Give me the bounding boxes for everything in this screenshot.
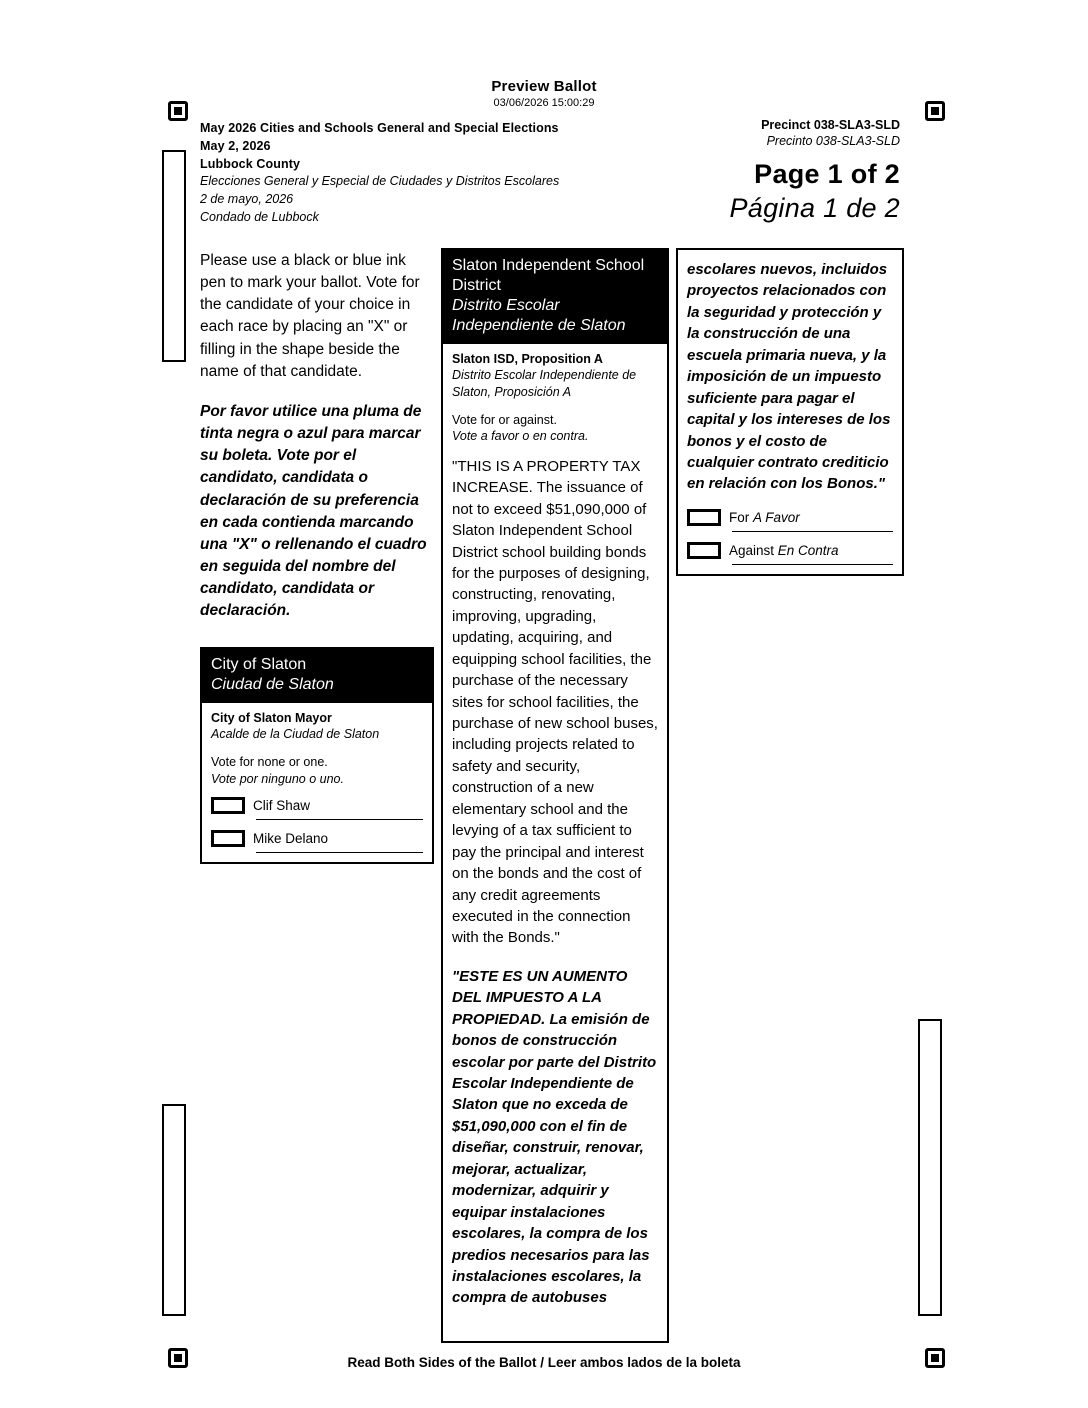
instructions-spanish: Por favor utilice una pluma de tinta negra o azul para marcar su boleta. Vote por el candidato, candidata o declaración de su preferencia en cada contienda marcando una "X" o rellenando el cuadro en seguida del nombre del candidato, candidata or declaración.	[200, 402, 427, 620]
proposition-option-against[interactable]	[687, 542, 893, 565]
election-date-spanish: 2 de mayo, 2026	[200, 192, 294, 206]
contest-city-of-slaton-mayor	[200, 647, 434, 865]
proposition-write-rule	[732, 531, 893, 532]
proposition-option-for[interactable]	[687, 509, 893, 532]
contest-slaton-isd-proposition-a-continued	[676, 248, 904, 576]
election-name-spanish: Elecciones General y Especial de Ciudades y Distritos Escolares	[200, 174, 560, 189]
timing-bar-left-top	[162, 150, 186, 362]
choice-label-spanish: En Contra	[777, 542, 839, 558]
contest-title-english: City of Slaton	[211, 655, 307, 673]
instructions-english: Please use a black or blue ink pen to mark your ballot. Vote for the candidate of your choice in each race by placing an "X" or filling in the shape beside the name of that candidate.	[200, 252, 420, 380]
proposition-choice-against	[729, 543, 839, 558]
ballot-column-3	[676, 248, 904, 576]
election-date-english: May 2, 2026	[200, 138, 271, 153]
county-english: Lubbock County	[200, 156, 301, 171]
contest-body-mayor	[202, 703, 432, 863]
candidate-option-mike-delano[interactable]	[211, 830, 423, 853]
precinct-spanish: Precinto 038-SLA3-SLD	[766, 134, 900, 148]
choice-label-english: For	[729, 509, 754, 525]
candidate-write-rule	[256, 852, 423, 853]
contest-body-proposition-a-continued	[678, 250, 902, 574]
contest-header-city-of-slaton	[202, 649, 432, 703]
proposition-title-english: Slaton ISD, Proposition A	[452, 352, 603, 366]
preview-ballot-title: Preview Ballot	[491, 78, 597, 95]
proposition-title-spanish: Distrito Escolar Independiente de Slaton, Proposición A	[452, 368, 637, 399]
candidate-write-rule	[256, 819, 423, 820]
vote-instruction-spanish: Vote a favor o en contra.	[452, 429, 589, 444]
election-name-english: May 2026 Cities and Schools General and Special Elections	[200, 121, 559, 135]
precinct-page-block	[570, 118, 900, 224]
ballot-column-1	[200, 250, 434, 864]
contest-header-slaton-isd	[443, 250, 667, 344]
proposition-text-spanish-part2: escolares nuevos, incluidos proyectos relacionados con la seguridad y protección y la construcción de una escuela primaria nueva, y la imposición de un impuesto suficiente para pagar el capital y los intereses de los bonos y el costo de cualquier contrato crediticio en relación con los Bonos."	[687, 261, 891, 493]
ballot-timestamp: 03/06/2026 15:00:29	[493, 97, 595, 109]
election-info-block	[200, 120, 630, 227]
candidate-name-mike-delano: Mike Delano	[253, 831, 329, 846]
vote-box-against[interactable]	[687, 542, 721, 559]
office-title-spanish: Acalde de la Ciudad de Slaton	[211, 726, 380, 741]
page-number-spanish: Página 1 de 2	[729, 193, 900, 223]
ballot-column-2	[441, 248, 669, 1343]
proposition-choice-for	[729, 510, 800, 525]
page-number-english: Page 1 of 2	[754, 159, 900, 189]
contest-title-spanish: Ciudad de Slaton	[211, 675, 334, 693]
candidate-option-clif-shaw[interactable]	[211, 797, 423, 820]
proposition-write-rule	[732, 564, 893, 565]
vote-instruction-english: Vote for none or one.	[211, 755, 328, 769]
vote-box-for[interactable]	[687, 509, 721, 526]
contest-title-spanish: Distrito Escolar Independiente de Slaton	[452, 297, 626, 334]
precinct-english: Precinct 038-SLA3-SLD	[761, 118, 900, 132]
timing-bar-left-bottom	[162, 1104, 186, 1316]
office-title-english: City of Slaton Mayor	[211, 710, 332, 725]
proposition-text-english: "THIS IS A PROPERTY TAX INCREASE. The issuance of not to exceed $51,090,000 of Slaton Independent School District school building bonds for the purposes of designing, constructing, renovating, improving, upgrading, updating, acquiring, and equipping school facilities, the purchase of the necessary sites for school facilities, the purchase of new school buses, including projects related to safety and security, construction of a new elementary school and the levying of a tax sufficient to pay the principal and interest on the bonds and the cost of any credit agreements executed in the connection with the Bonds."	[452, 457, 658, 947]
county-spanish: Condado de Lubbock	[200, 209, 319, 224]
contest-slaton-isd-proposition-a	[441, 248, 669, 1343]
ballot-footer-note: Read Both Sides of the Ballot / Leer ambos lados de la boleta	[347, 1355, 741, 1370]
candidate-name-clif-shaw: Clif Shaw	[253, 798, 311, 813]
vote-box-mike-delano[interactable]	[211, 830, 245, 847]
contest-body-proposition-a	[443, 344, 667, 1318]
timing-bar-right-bottom	[918, 1019, 942, 1316]
vote-instruction-spanish: Vote por ninguno o uno.	[211, 771, 344, 786]
proposition-text-spanish-part1: "ESTE ES UN AUMENTO DEL IMPUESTO A LA PROPIEDAD. La emisión de bonos de construcción escolar por parte del Distrito Escolar Independiente de Slaton que no exceda de $51,090,000 con el fin de diseñar, construir, renovar, mejorar, actualizar, modernizar, adquirir y equipar instalaciones escolares, la compra de los predios necesarios para las instalaciones escolares, la compra de autobuses	[452, 967, 657, 1307]
contest-title-english: Slaton Independent School District	[452, 257, 645, 294]
choice-label-english: Against	[729, 542, 778, 558]
vote-box-clif-shaw[interactable]	[211, 797, 245, 814]
choice-label-spanish: A Favor	[753, 509, 800, 525]
vote-instruction-english: Vote for or against.	[452, 412, 557, 427]
